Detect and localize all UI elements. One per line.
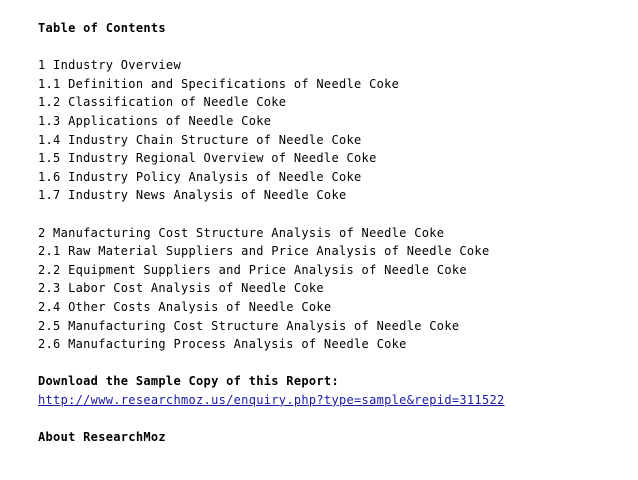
toc-item: 2.1 Raw Material Suppliers and Price Analysis of Needle Coke <box>38 244 490 259</box>
toc-item: 2.3 Labor Cost Analysis of Needle Coke <box>38 281 324 296</box>
spacer <box>38 354 638 373</box>
toc-section-1 <box>38 56 638 205</box>
toc-item: 2.4 Other Costs Analysis of Needle Coke <box>38 299 332 314</box>
spacer <box>38 38 638 57</box>
spacer <box>38 205 638 224</box>
toc-item: 2.2 Equipment Suppliers and Price Analysis of Needle Coke <box>38 262 467 277</box>
download-label: Download the Sample Copy of this Report: <box>38 374 339 389</box>
sample-report-link[interactable]: http://www.researchmoz.us/enquiry.php?type=sample&repid=311522 <box>38 392 505 407</box>
toc-item: 1.4 Industry Chain Structure of Needle Coke <box>38 132 362 147</box>
toc-item: 1.3 Applications of Needle Coke <box>38 113 272 128</box>
spacer <box>38 409 638 428</box>
toc-item: 1.1 Definition and Specifications of Needle Coke <box>38 76 400 91</box>
toc-section-2 <box>38 224 638 354</box>
toc-item: 1.6 Industry Policy Analysis of Needle Coke <box>38 169 362 184</box>
toc-heading: Table of Contents <box>38 21 166 35</box>
toc-item: 1 Industry Overview <box>38 58 181 73</box>
toc-item: 2.5 Manufacturing Cost Structure Analysis of Needle Coke <box>38 318 460 333</box>
toc-item: 2 Manufacturing Cost Structure Analysis of Needle Coke <box>38 225 445 240</box>
toc-item: 2.6 Manufacturing Process Analysis of Needle Coke <box>38 337 407 352</box>
toc-item: 1.7 Industry News Analysis of Needle Coke <box>38 188 347 203</box>
toc-item: 1.2 Classification of Needle Coke <box>38 95 287 110</box>
about-heading: About ResearchMoz <box>38 430 166 445</box>
toc-item: 1.5 Industry Regional Overview of Needle Coke <box>38 151 377 166</box>
